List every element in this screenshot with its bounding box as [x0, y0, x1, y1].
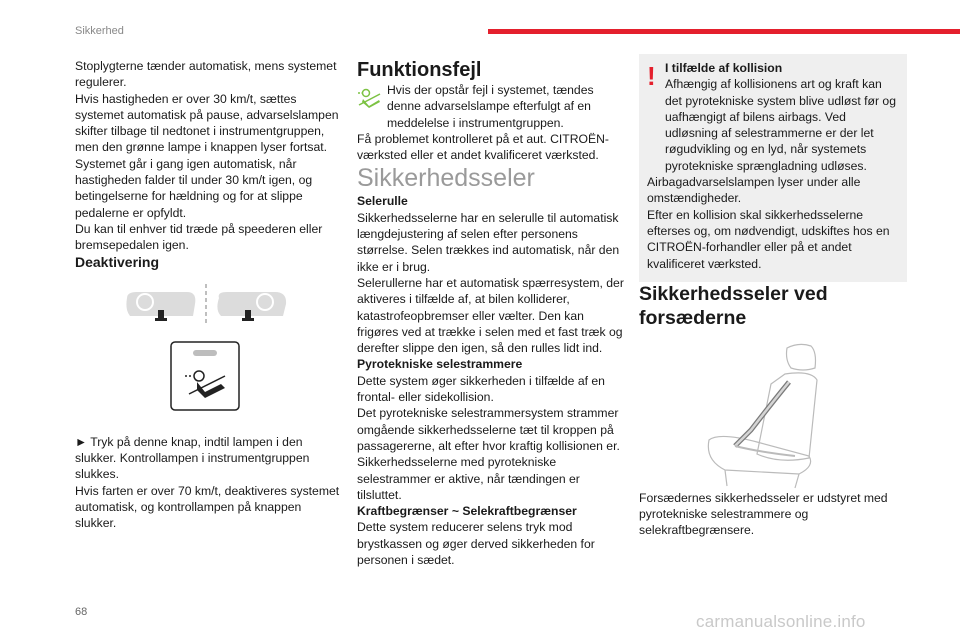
- malfunction-first: Hvis der opstår fejl i systemet, tændes denne advarselslampe efterfulgt af en meddelelse i instrumentgruppen.: [387, 83, 594, 130]
- exclamation-icon: !: [647, 61, 656, 91]
- paragraph: Sikkerhedsselerne med pyrotekniske selestrammer er aktive, når tændingen er tilsluttet.: [357, 455, 580, 502]
- column-left: [75, 58, 343, 532]
- alert-title: I tilfælde af kollision: [665, 61, 783, 75]
- retractor-heading: Selerulle: [357, 194, 408, 209]
- paragraph: Selerullerne har et automatisk spærresystem, der aktiveres i tilfælde af, at bilen kolliderer, katastrofeopbremser eller vælter. Den kan frigøres ved at trække i selen med et fast træk og derefter slippe den igen, så den rulles lidt ind.: [357, 275, 624, 356]
- watermark: carmanualsonline.info: [696, 612, 866, 631]
- seat-illustration: [639, 340, 907, 490]
- seatbelts-heading: Sikkerhedsseler: [357, 164, 535, 193]
- column-middle: [357, 58, 625, 568]
- instruction: ► Tryk på denne knap, indtil lampen i den slukker. Kontrollampen i instrumentgruppen slukkes.: [75, 434, 310, 482]
- deactivation-heading: Deaktivering: [75, 253, 160, 270]
- paragraph: Efter en kollision skal sikkerhedsselerne efterses og, om nødvendigt, udskiftes hos en CITROËN-forhandler eller på et andet kvalificeret værksted.: [647, 207, 890, 271]
- collision-alert-box: [639, 54, 907, 282]
- alert-row: [647, 60, 899, 174]
- alert-first: Afhængig af kollisionens art og kraft kan det pyrotekniske system blive udløst før og uafhængigt af bilens airbags. Ved udløsning af selestrammerne er der let røgudvikling og en lyd, når systemets pyrotekniske sprængladning udløses.: [665, 77, 896, 173]
- paragraph: Airbagadvarselslampen lyser under alle omstændigheder.: [647, 175, 861, 206]
- paragraph: Dette system øger sikkerheden i tilfælde af en frontal- eller sidekollision.: [357, 373, 605, 405]
- paragraph: Du kan til enhver tid træde på speederen eller bremsepedalen igen.: [75, 221, 323, 253]
- limiter-heading: Kraftbegrænser ~ Selekraftbegrænser: [357, 504, 577, 519]
- header-accent-bar: [488, 29, 960, 34]
- pretensioner-heading: Pyrotekniske selestrammere: [357, 357, 523, 372]
- paragraph: Det pyrotekniske selestrammersystem strammer omgående sikkerhedsselerne tæt til kroppen på passagererne, alt efter hvor kraftig kollisionen er.: [357, 406, 620, 453]
- front-seatbelts-heading: Sikkerhedsseler ved forsæderne: [639, 282, 828, 329]
- paragraph: Dette system reducerer selens tryk mod brystkassen og øger derved sikkerheden for personen i sædet.: [357, 520, 595, 568]
- column-right: [639, 58, 907, 539]
- seat-belt-icon: [639, 340, 907, 490]
- section-label: Sikkerhed: [75, 25, 124, 37]
- malfunction-heading: Funktionsfejl: [357, 59, 482, 81]
- paragraph: Stoplygterne tænder automatisk, mens systemet regulerer.: [75, 59, 337, 90]
- hill-start-warning-icon: [357, 86, 381, 108]
- malfunction-row: [357, 82, 625, 131]
- dashboard-toggle-illustration: [75, 284, 343, 434]
- malfunction-second: Få problemet kontrolleret på et aut. CITROËN-værksted eller et andet kvalificeret værksted.: [357, 131, 609, 163]
- paragraph: Sikkerhedsselerne har en selerulle til automatisk længdejustering af selen efter personens størrelse. Selen trækkes ind automatisk, når den ikke er i brug.: [357, 210, 620, 274]
- paragraph: Systemet går i gang igen automatisk, når hastigheden falder til under 30 km/t igen, og betingelserne for hældning og for at slippe pedalerne er opfyldt.: [75, 156, 313, 220]
- page-number: 68: [75, 606, 88, 618]
- instruction: Hvis farten er over 70 km/t, deaktiveres systemet automatisk, og kontrollampen på knappen slukker.: [75, 483, 340, 531]
- paragraph: Forsædernes sikkerhedsseler er udstyret med pyrotekniske selestrammere og selekraftbegrænsere.: [639, 490, 888, 538]
- dashboard-switch-icon: [75, 284, 343, 434]
- paragraph: Hvis hastigheden er over 30 km/t, sættes systemet automatisk på pause, advarselslampen skifter tilbage til nedtonet i instrumentgruppen, men den grønne lampe i knappen lyser fortsat.: [75, 91, 339, 155]
